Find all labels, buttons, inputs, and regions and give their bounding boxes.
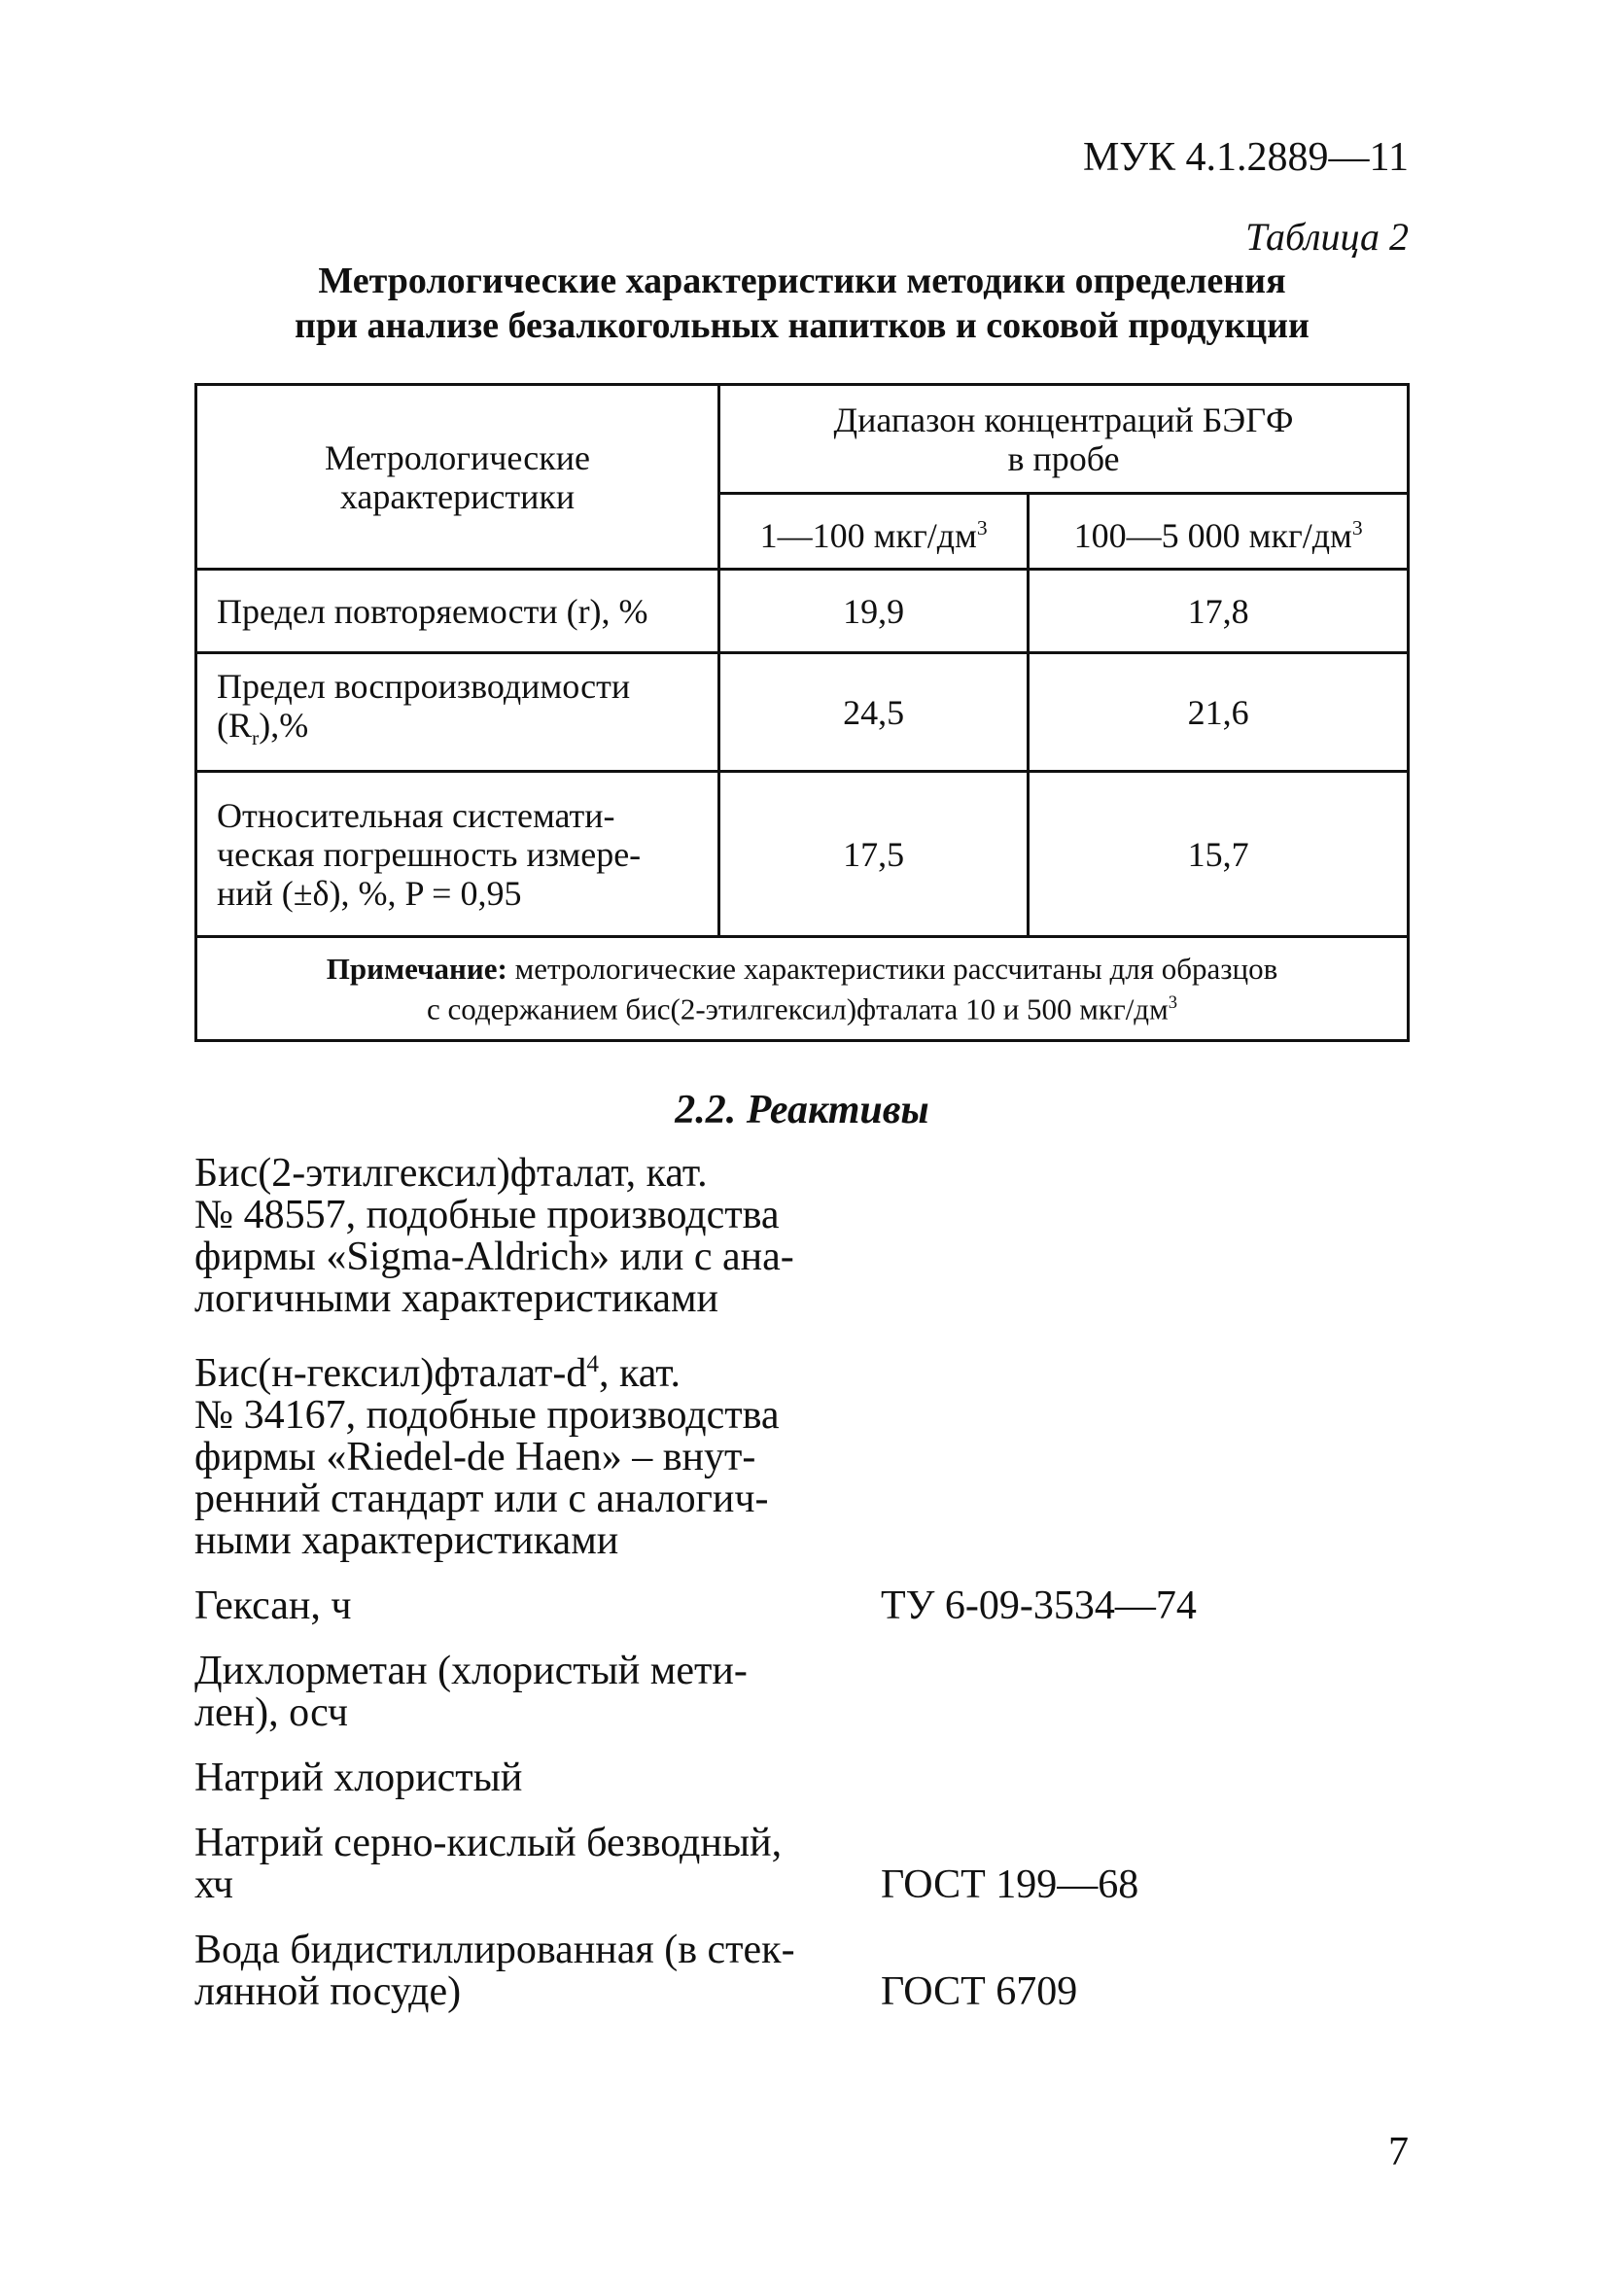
row-label (196, 653, 719, 772)
header-range-high (1029, 494, 1409, 570)
row-label-line: Относительная системати- (217, 795, 615, 835)
reagent-line: Вода бидистиллированная (в стек- (194, 1928, 795, 1972)
header-characteristics-line: характеристики (339, 476, 576, 516)
header-range-line: в пробе (1007, 438, 1120, 478)
note-label: Примечание: (326, 952, 507, 986)
list-item (194, 1153, 1410, 1320)
reagent-name (194, 1930, 836, 2013)
label-part: ),% (259, 705, 309, 745)
row-value-low: 19,9 (719, 570, 1029, 653)
table-title (194, 259, 1410, 348)
reagent-line: ренний стандарт или с аналогич- (194, 1477, 769, 1521)
unit-exponent: 3 (1351, 515, 1363, 539)
reagent-line: фирмы «Riedel-de Haen» – внут- (194, 1435, 756, 1479)
reagent-standard (836, 1757, 1410, 1799)
reagent-line: фирмы «Sigma-Aldrich» или с ана- (194, 1235, 794, 1279)
reagent-line: логичными характеристиками (194, 1276, 719, 1321)
row-label-line (217, 706, 698, 757)
table-title-line: при анализе безалкогольных напитков и соковой продукции (295, 305, 1310, 346)
reagent-name (194, 1585, 836, 1627)
reagent-standard (836, 1651, 1410, 1734)
note-line (205, 952, 1399, 986)
reagent-line: Гексан, ч (194, 1583, 352, 1628)
row-value-high: 17,8 (1029, 570, 1409, 653)
section-title: 2.2. Реактивы (675, 1088, 929, 1132)
reagents-list (194, 1153, 1410, 2036)
note-text: метрологические характеристики рассчитаны для образцов (507, 952, 1278, 986)
list-item (194, 1585, 1410, 1627)
reagent-line: лен), осч (194, 1690, 349, 1735)
reagent-line: Дихлорметан (хлористый мети- (194, 1649, 748, 1693)
table-row (196, 570, 1409, 653)
reagent-line: лянной посуде) (194, 1969, 462, 2014)
page-number: 7 (1388, 2130, 1409, 2174)
table-header-row (196, 385, 1409, 494)
reagent-line: ными характеристиками (194, 1518, 619, 1563)
list-item (194, 1757, 1410, 1799)
metrology-table (194, 383, 1410, 1042)
table-row (196, 653, 1409, 772)
list-item (194, 1930, 1410, 2013)
table-caption: Таблица 2 (1245, 215, 1409, 259)
header-characteristics-line: Метрологические (325, 437, 590, 477)
row-value-low: 17,5 (719, 772, 1029, 937)
row-value-low: 24,5 (719, 653, 1029, 772)
reagent-name (194, 1343, 836, 1562)
reagent-name (194, 1757, 836, 1799)
list-item (194, 1343, 1410, 1562)
note-line (205, 986, 1399, 1026)
table-title-line: Метрологические характеристики методики определения (318, 261, 1286, 301)
reagent-name (194, 1651, 836, 1734)
row-label-line: ний (±δ), %, P = 0,95 (217, 873, 522, 913)
range-high-label: 100—5 000 мкг/дм (1073, 515, 1352, 555)
note-text: с содержанием бис(2-этилгексил)фталата 10 и 500 мкг/дм (426, 991, 1169, 1026)
row-label: Предел повторяемости (r), % (196, 570, 719, 653)
reagent-line: хч (194, 1862, 234, 1907)
reagent-name (194, 1153, 836, 1320)
reagent-line: Бис(2-этилгексил)фталат, кат. (194, 1151, 708, 1196)
list-item (194, 1651, 1410, 1734)
header-concentration-range (719, 385, 1409, 494)
reagent-standard (836, 1153, 1410, 1320)
reagent-name (194, 1823, 836, 1906)
label-subscript: r (252, 726, 260, 750)
unit-exponent: 3 (976, 515, 988, 539)
table-row (196, 772, 1409, 937)
list-item (194, 1823, 1410, 1906)
reagent-standard: ГОСТ 199—68 (881, 1862, 1139, 1907)
row-label (196, 772, 719, 937)
row-value-high: 21,6 (1029, 653, 1409, 772)
range-low-label: 1—100 мкг/дм (759, 515, 977, 555)
table-note (196, 937, 1409, 1041)
reagent-standard (836, 1343, 1410, 1562)
reagent-standard: ТУ 6-09-3534—74 (881, 1583, 1197, 1628)
table-note-row (196, 937, 1409, 1041)
label-part: (R (217, 705, 252, 745)
reagent-line: № 34167, подобные производства (194, 1393, 780, 1438)
reagent-part: , кат. (598, 1351, 681, 1396)
reagent-line: Натрий хлористый (194, 1756, 523, 1800)
row-label-line: Предел воспроизводимости (217, 666, 631, 706)
row-value-high: 15,7 (1029, 772, 1409, 937)
document-code: МУК 4.1.2889—11 (1082, 135, 1409, 180)
header-range-line: Диапазон концентраций БЭГФ (833, 400, 1294, 439)
reagent-line (194, 1343, 836, 1395)
reagent-line: № 48557, подобные производства (194, 1193, 780, 1237)
header-characteristics (196, 385, 719, 570)
reagent-superscript: 4 (586, 1351, 599, 1377)
reagent-part: Бис(н-гексил)фталат-d (194, 1351, 587, 1396)
reagent-standard: ГОСТ 6709 (881, 1969, 1078, 2014)
unit-exponent: 3 (1168, 992, 1177, 1013)
header-range-low (719, 494, 1029, 570)
reagent-line: Натрий серно-кислый безводный, (194, 1821, 783, 1865)
row-label-line: ческая погрешность измере- (217, 834, 642, 874)
